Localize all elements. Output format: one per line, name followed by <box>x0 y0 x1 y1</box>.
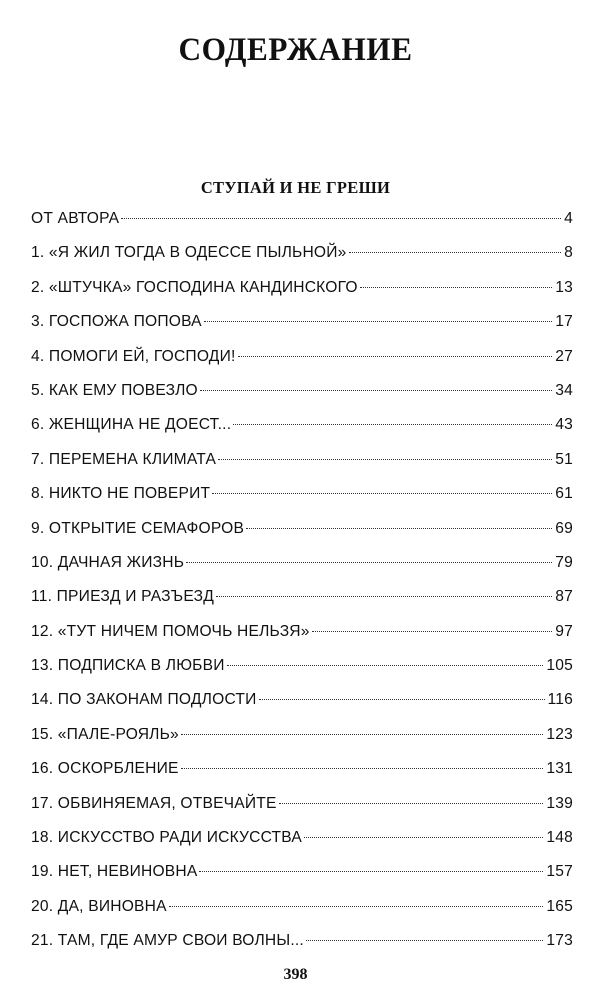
toc-entry <box>31 517 573 551</box>
dot-leader <box>233 424 552 425</box>
dot-leader <box>227 665 544 666</box>
dot-leader <box>238 356 553 357</box>
toc-entry-title: 7. ПЕРЕМЕНА КЛИМАТА <box>31 450 217 468</box>
toc-entry-title: 10. ДАЧНАЯ ЖИЗНЬ <box>31 553 185 571</box>
toc-entry-title: 1. «Я ЖИЛ ТОГДА В ОДЕССЕ ПЫЛЬНОЙ» <box>31 244 347 262</box>
toc-entry-page: 97 <box>555 622 573 640</box>
dot-leader <box>181 734 543 735</box>
toc-entry-title: 15. «ПАЛЕ-РОЯЛЬ» <box>31 725 179 743</box>
toc-entry-page: 43 <box>555 416 573 434</box>
toc-entry-title: 3. ГОСПОЖА ПОПОВА <box>31 313 202 331</box>
toc-entry-page: 173 <box>546 932 573 950</box>
dot-leader <box>259 699 545 700</box>
toc-entry <box>31 241 573 275</box>
toc-entry <box>31 895 573 929</box>
toc-entry-page: 123 <box>546 725 573 743</box>
toc-entry <box>31 413 573 447</box>
toc-entry-page: 51 <box>555 450 573 468</box>
toc-entry-page: 87 <box>555 588 573 606</box>
toc-entry-page: 69 <box>555 519 573 537</box>
dot-leader <box>246 528 552 529</box>
toc-entry-title: 18. ИСКУССТВО РАДИ ИСКУССТВА <box>31 829 302 847</box>
dot-leader <box>121 218 561 219</box>
toc-entry-title: 8. НИКТО НЕ ПОВЕРИТ <box>31 485 211 503</box>
toc-entry-title: 4. ПОМОГИ ЕЙ, ГОСПОДИ! <box>31 347 236 365</box>
toc-entry <box>31 826 573 860</box>
toc-entry-title: ОТ АВТОРА <box>31 210 120 227</box>
dot-leader <box>312 631 553 632</box>
toc-entry <box>31 929 573 963</box>
toc-entry-page: 13 <box>555 278 573 296</box>
toc-entry <box>31 207 573 241</box>
toc-entry <box>31 585 573 619</box>
toc-entry-page: 105 <box>546 657 573 675</box>
page-number: 398 <box>283 966 308 983</box>
toc-entry-title: 14. ПО ЗАКОНАМ ПОДЛОСТИ <box>31 691 257 709</box>
toc-entry-title: 19. НЕТ, НЕВИНОВНА <box>31 863 198 881</box>
toc-entry-title: 11. ПРИЕЗД И РАЗЪЕЗД <box>31 588 214 606</box>
dot-leader <box>169 906 544 907</box>
toc-entry <box>31 379 573 413</box>
toc-entry-page: 27 <box>555 347 573 365</box>
toc-entry-title: 2. «ШТУЧКА» ГОСПОДИНА КАНДИНСКОГО <box>31 278 358 296</box>
toc-entry-title: 5. КАК ЕМУ ПОВЕЗЛО <box>31 381 198 399</box>
toc-entry-title: 21. ТАМ, ГДЕ АМУР СВОИ ВОЛНЫ... <box>31 932 304 950</box>
toc-entry-page: 79 <box>555 553 573 571</box>
toc-entry <box>31 654 573 688</box>
toc-entry <box>31 860 573 894</box>
dot-leader <box>360 287 553 288</box>
toc-entry <box>31 723 573 757</box>
toc-entry-page: 165 <box>546 897 573 915</box>
dot-leader <box>186 562 552 563</box>
toc-entry <box>31 688 573 722</box>
toc-entry <box>31 482 573 516</box>
dot-leader <box>181 768 544 769</box>
toc-entry-title: 6. ЖЕНЩИНА НЕ ДОЕСТ... <box>31 416 232 434</box>
toc-entry-page: 116 <box>547 691 573 709</box>
toc-entry <box>31 620 573 654</box>
toc-entry-title: 12. «ТУТ НИЧЕМ ПОМОЧЬ НЕЛЬЗЯ» <box>31 622 310 640</box>
toc-entry-page: 157 <box>546 863 573 881</box>
toc-entry <box>31 310 573 344</box>
toc-entry-title: 9. ОТКРЫТИЕ СЕМАФОРОВ <box>31 519 245 537</box>
toc-entry-title: 16. ОСКОРБЛЕНИЕ <box>31 760 179 778</box>
dot-leader <box>218 459 552 460</box>
toc-entry <box>31 276 573 310</box>
toc-entry <box>31 551 573 585</box>
dot-leader <box>204 321 552 322</box>
toc-entry-title: 20. ДА, ВИНОВНА <box>31 897 167 915</box>
dot-leader <box>212 493 552 494</box>
dot-leader <box>304 837 543 838</box>
toc-entry <box>31 448 573 482</box>
toc-entry-page: 131 <box>546 760 573 778</box>
toc-entry <box>31 757 573 791</box>
toc-entry-page: 34 <box>555 381 573 399</box>
toc-entry <box>31 345 573 379</box>
toc-entry <box>31 792 573 826</box>
toc-entry-title: 13. ПОДПИСКА В ЛЮБВИ <box>31 657 225 675</box>
toc-entry-page: 4 <box>564 210 573 227</box>
toc-entry-page: 139 <box>546 794 573 812</box>
dot-leader <box>199 871 543 872</box>
toc-entry-page: 148 <box>546 829 573 847</box>
dot-leader <box>349 252 562 253</box>
toc-entry-title: 17. ОБВИНЯЕМАЯ, ОТВЕЧАЙТЕ <box>31 794 277 812</box>
toc-entry-page: 17 <box>555 313 573 331</box>
page-title: СОДЕРЖАНИЕ <box>178 32 413 68</box>
toc-entry-page: 8 <box>564 244 573 262</box>
dot-leader <box>200 390 552 391</box>
section-title: СТУПАЙ И НЕ ГРЕШИ <box>200 178 391 197</box>
dot-leader <box>306 940 543 941</box>
toc-entry-page: 61 <box>555 485 573 503</box>
table-of-contents <box>31 207 573 964</box>
dot-leader <box>216 596 552 597</box>
dot-leader <box>279 803 544 804</box>
